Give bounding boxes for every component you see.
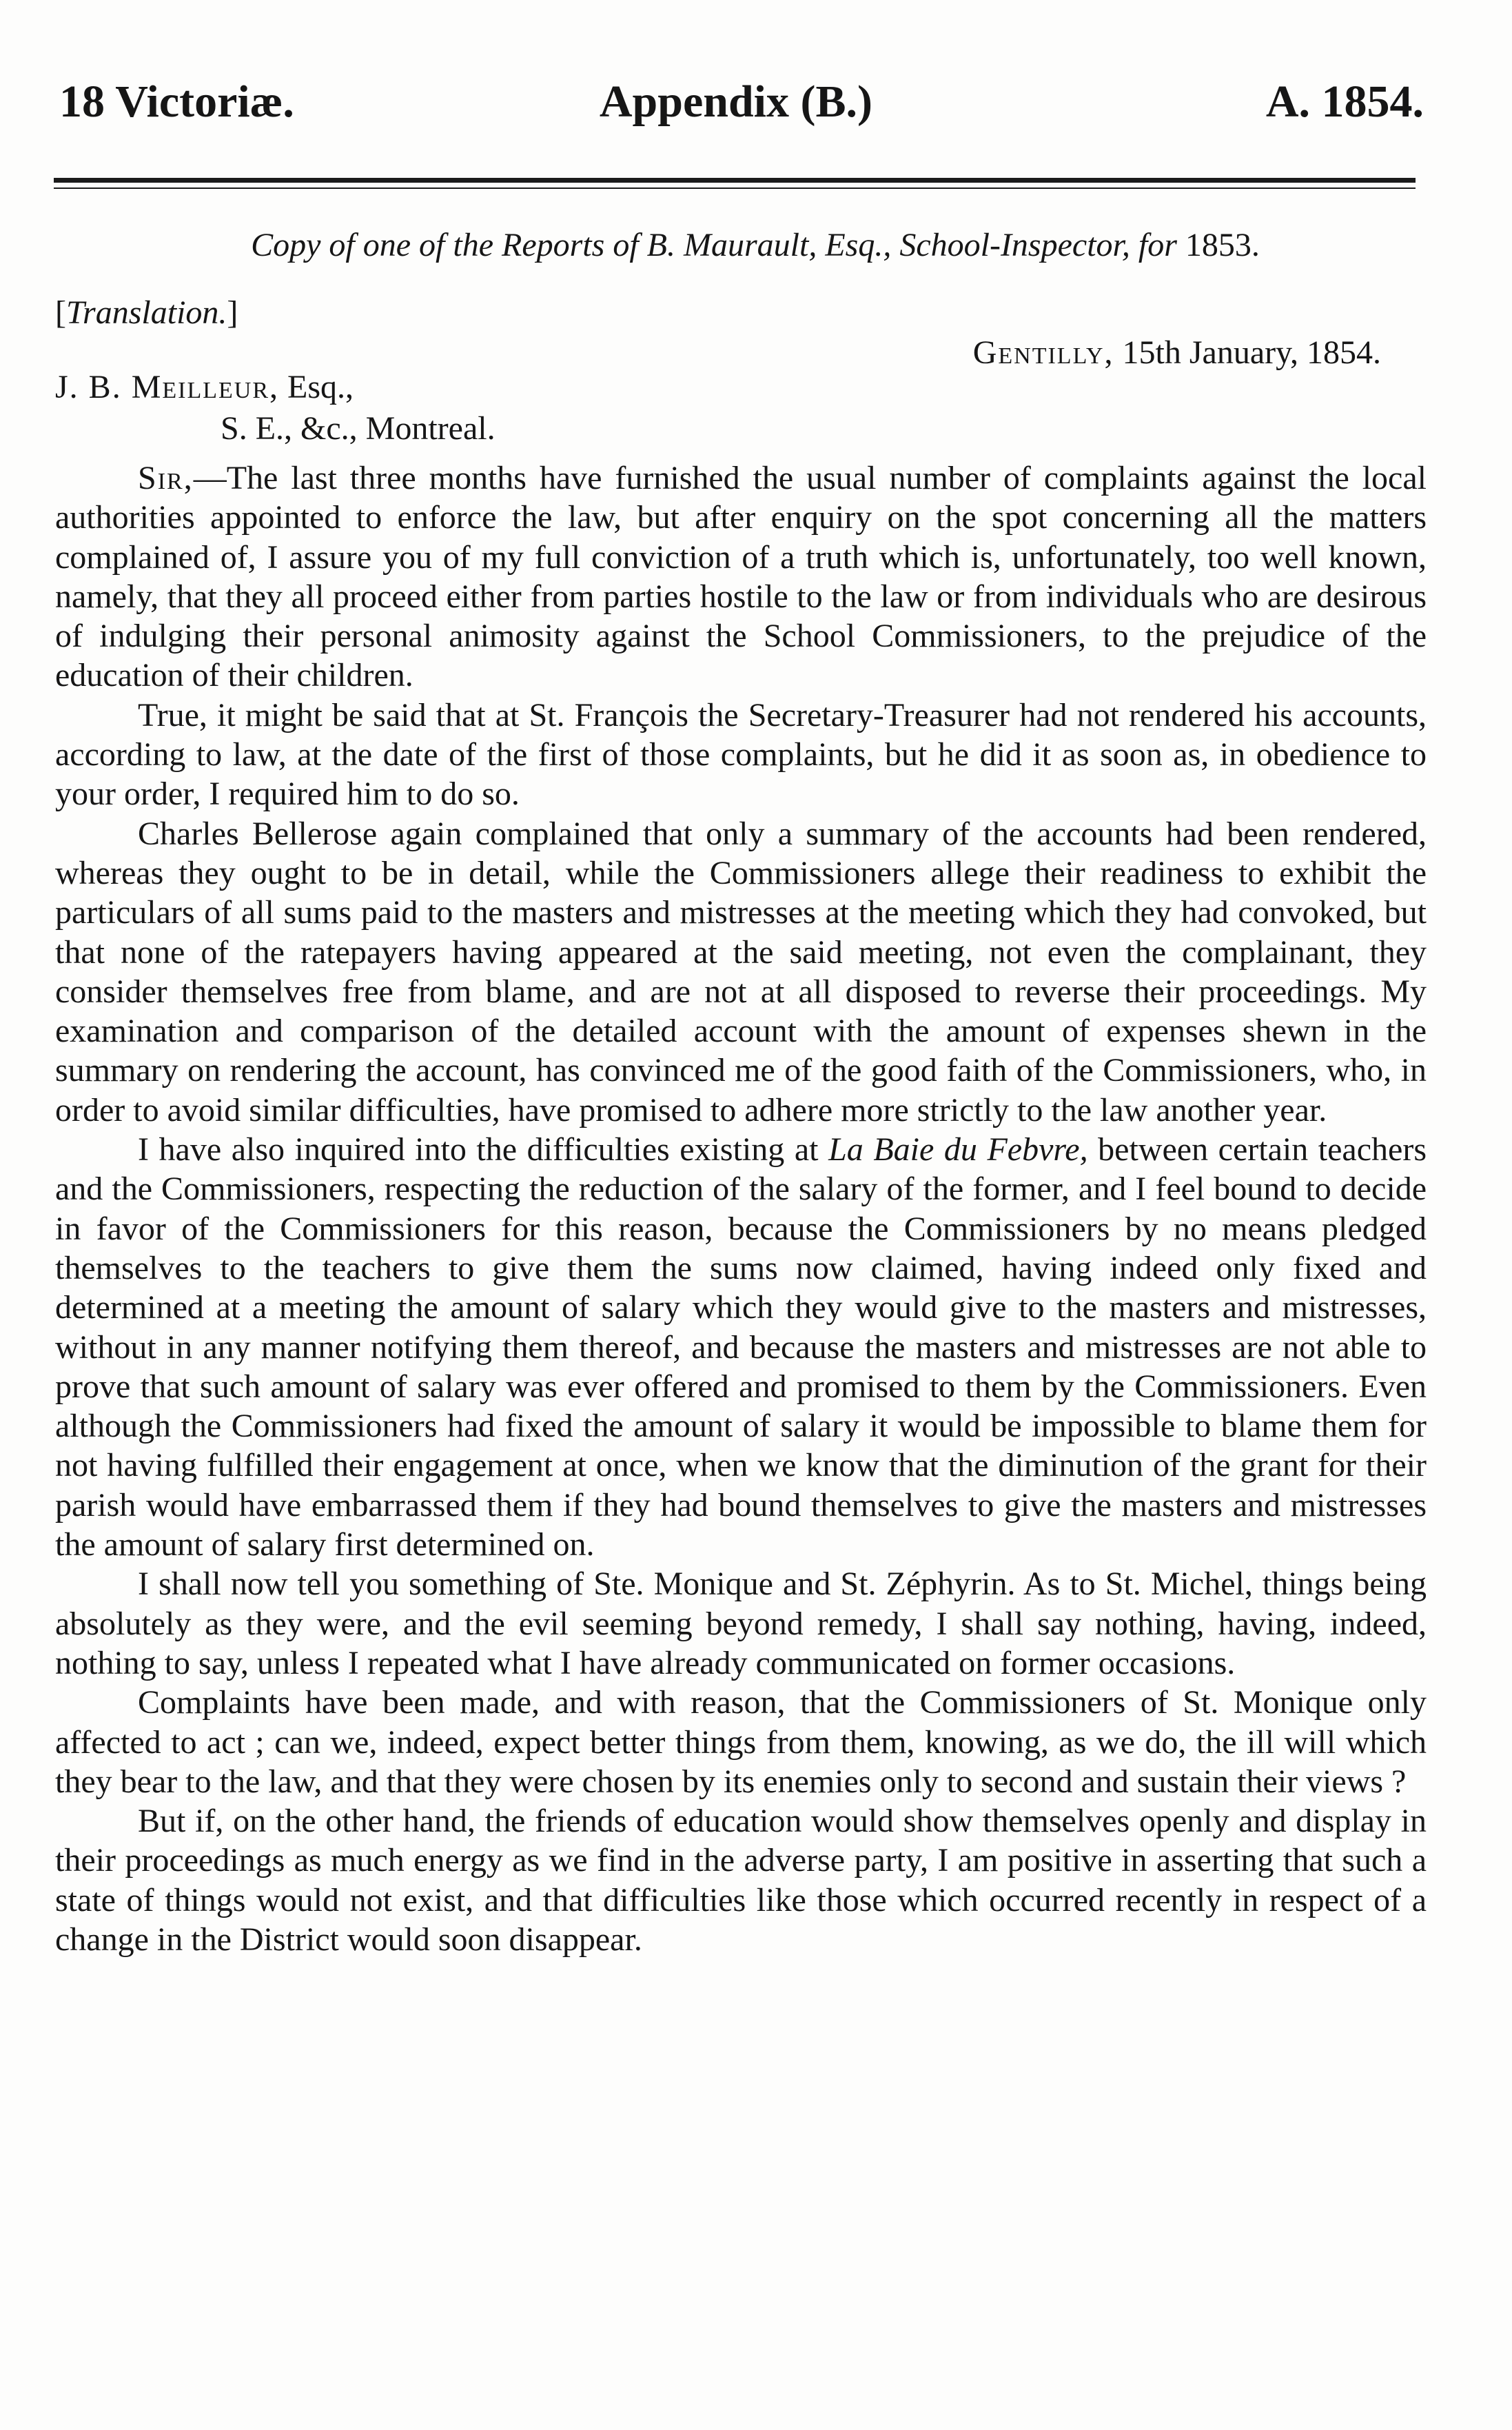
paragraph-4-rest: between certain teachers and the Commissioners, respecting the reduction of the salary of the former, and I feel bound to decide in favor of the Commissioners for this reason, because the Commissioners by no means pledged themselves to the teachers to give them the sums now claimed, having indeed only fixed and determined at a meeting the amount of salary which they would give to the masters and mistresses, without in any manner notifying them thereof, and because the masters and mistresses are not able to prove that such amount of salary was ever offered and promised to them by the Commissioners. Even although the Commissioners had fixed the amount of salary it would be impossible to blame them for not having fulfilled their engagement at once, when we know that the diminution of the grant for their parish would have embarrassed them if they had bound themselves to give the masters and mistresses the amount of salary first determined on. — [55, 1131, 1427, 1563]
bracket-open: [ — [55, 294, 66, 331]
addressee-block — [55, 367, 496, 449]
report-title — [52, 219, 1458, 272]
report-title-year: 1853. — [1185, 227, 1260, 263]
paragraph-6: Complaints have been made, and with reason, that the Commissioners of St. Monique only affected to act ; can we, indeed, expect better things from them, knowing, as we do, the ill will which they bear to the law, and that they were chosen by its enemies only to second and sustain their views ? — [55, 1684, 1427, 1800]
paragraph-4-lead: I have also inquired into the difficulties existing at — [138, 1131, 819, 1168]
addressee-name: J. B. Meilleur, — [55, 369, 280, 405]
place-name: La Baie du Febvre, — [828, 1131, 1088, 1168]
paragraph-4 — [55, 1130, 1427, 1564]
dateline-place: Gentilly, — [972, 334, 1114, 371]
addressee-line-1 — [55, 367, 496, 408]
addressee-line-2: S. E., &c., Montreal. — [221, 410, 496, 447]
translation-note-text: Translation. — [65, 294, 227, 331]
dateline — [973, 328, 1381, 378]
bracket-close: ] — [227, 294, 238, 331]
paragraph-1 — [55, 458, 1427, 696]
salutation: Sir, — [138, 460, 194, 496]
paragraph-3: Charles Bellerose again complained that only a summary of the accounts had been rendered, whereas they ought to be in detail, while the Commissioners allege their readiness to exhibit the particulars of all sums paid to the masters and mistresses at the meeting which they had convoked, but that none of the ratepayers having appeared at the said meeting, not even the complainant, they consider themselves free from blame, and are not at all disposed to reverse their proceedings. My examination and comparison of the detailed account with the amount of expenses shewn in the summary on rendering the account, has convinced me of the good faith of the Commissioners, who, in order to avoid similar difficulties, have promised to adhere more strictly to the law another year. — [55, 815, 1427, 1128]
year-label: A. 1854. — [1265, 77, 1424, 127]
running-head — [59, 74, 1424, 130]
paragraph-1-text: —The last three months have furnished the usual number of complaints against the local authorities appointed to enforce the law, but after enquiry on the spot concerning all the matters complained of, I assure you of my full conviction of a truth which is, unfortunately, too well known, namely, that they all proceed either from parties hostile to the law or from individuals who are desirous of indulging their personal animosity against the School Commissioners, to the prejudice of the education of their children. — [55, 460, 1427, 694]
letter-body — [55, 458, 1427, 1959]
paragraph-5: I shall now tell you something of Ste. Monique and St. Zéphyrin. As to St. Michel, things being absolutely as they were, and the evil seeming beyond remedy, I shall say nothing, having, indeed, nothing to say, unless I repeated what I have already communicated on former occasions. — [55, 1566, 1427, 1681]
addressee-title: Esq., — [287, 369, 354, 405]
paragraph-2: True, it might be said that at St. François the Secretary-Treasurer had not rendered his accounts, according to law, at the date of the first of those complaints, but he did it as soon as, in obedience to your order, I required him to do so. — [55, 696, 1427, 813]
appendix-label: Appendix (B.) — [599, 77, 872, 127]
header-rule-thin — [54, 188, 1416, 189]
paragraph-7: But if, on the other hand, the friends of education would show themselves openly and display in their proceedings as much energy as we find in the adverse party, I am positive in asserting that such a state of things would not exist, and that difficulties like those which occurred recently in respect of a change in the District would soon disappear. — [55, 1803, 1427, 1958]
session-label: 18 Victoriæ. — [59, 77, 294, 127]
report-title-text: Copy of one of the Reports of B. Maurault, Esq., School-Inspector, for — [251, 227, 1177, 263]
dateline-date: 15th January, 1854. — [1122, 334, 1381, 371]
header-rule-thick — [54, 178, 1416, 183]
translation-note — [55, 288, 238, 338]
